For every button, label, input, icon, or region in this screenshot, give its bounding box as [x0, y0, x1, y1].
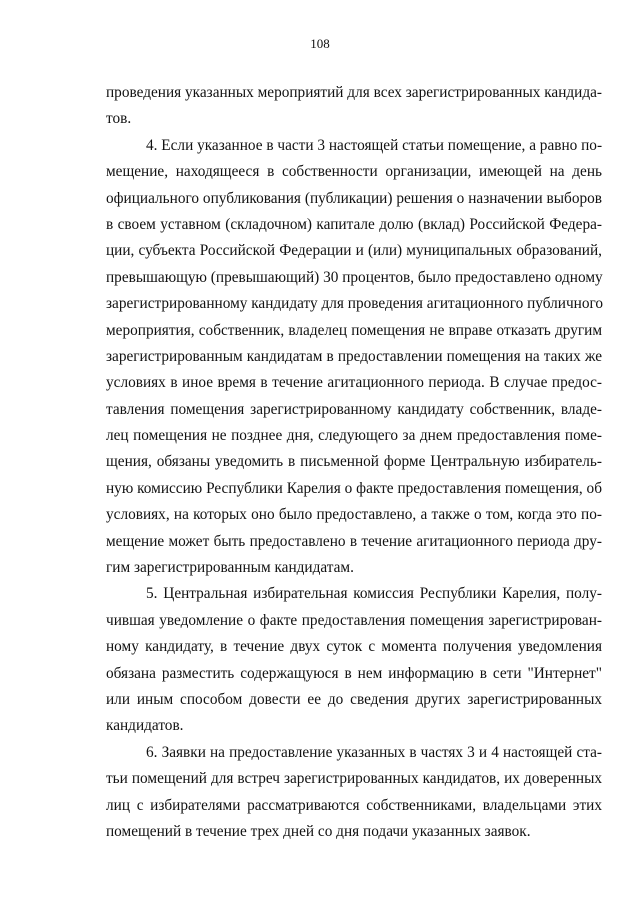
text-line: 5. Центральная избирательная комиссия Республики Карелия, полу- — [146, 585, 602, 603]
document-body — [106, 80, 602, 845]
text-line: мещение может быть предоставлено в течение агитационного периода дру- — [106, 532, 602, 550]
text-line: ции, субъекта Российской Федерации и (или) муниципальных образований, — [106, 242, 602, 260]
text-line: кандидатов. — [106, 717, 184, 735]
text-line: условиях в иное время в течение агитационного периода. В случае предос- — [106, 374, 602, 392]
text-line: зарегистрированным кандидатам в предоставлении помещения на таких же — [106, 347, 602, 365]
text-line: помещений в течение трех дней со дня подачи указанных заявок. — [106, 822, 531, 840]
text-line: гим зарегистрированным кандидатам. — [106, 559, 354, 577]
text-line: чившая уведомление о факте предоставления помещения зарегистрирован- — [106, 611, 602, 629]
paragraph — [106, 80, 602, 133]
text-line: условиях, на которых оно было предоставлено, а также о том, когда это по- — [106, 506, 602, 524]
text-line: превышающую (превышающий) 30 процентов, было предоставлено одному — [106, 268, 603, 286]
text-line: зарегистрированному кандидату для проведения агитационного публичного — [106, 295, 604, 313]
text-line: мероприятия, собственник, владелец помещения не вправе отказать другим — [106, 321, 602, 339]
text-line: лиц с избирателями рассматриваются собственниками, владельцами этих — [106, 796, 602, 814]
paragraph — [106, 740, 602, 846]
page-number: 108 — [310, 36, 330, 51]
text-line: ному кандидату, в течение двух суток с момента получения уведомления — [106, 638, 602, 656]
text-line: лец помещения не позднее дня, следующего за днем предоставления поме- — [106, 427, 602, 445]
text-line: щения, обязаны уведомить в письменной форме Центральную избиратель- — [106, 453, 602, 471]
text-line: мещение, находящееся в собственности организации, имеющей на день — [106, 163, 602, 181]
text-line: тов. — [106, 110, 132, 128]
text-line: тьи помещений для встреч зарегистрированных кандидатов, их доверенных — [106, 770, 602, 788]
text-line: 4. Если указанное в части 3 настоящей статьи помещение, а равно по- — [146, 136, 603, 154]
paragraph — [106, 581, 602, 739]
text-line: обязана разместить содержащуюся в нем информацию в сети "Интернет" — [106, 664, 602, 682]
text-line: ную комиссию Республики Карелия о факте предоставления помещения, об — [106, 479, 602, 497]
paragraph — [106, 133, 602, 582]
text-line: тавления помещения зарегистрированному кандидату собственник, владе- — [106, 400, 602, 418]
text-line: или иным способом довести ее до сведения других зарегистрированных — [106, 690, 602, 708]
text-line: проведения указанных мероприятий для всех зарегистрированных кандида- — [106, 84, 603, 101]
text-line: официального опубликования (публикации) решения о назначении выборов — [106, 189, 602, 207]
text-line: в своем уставном (складочном) капитале долю (вклад) Российской Федера- — [106, 215, 602, 233]
text-line: 6. Заявки на предоставление указанных в частях 3 и 4 настоящей ста- — [146, 743, 602, 761]
